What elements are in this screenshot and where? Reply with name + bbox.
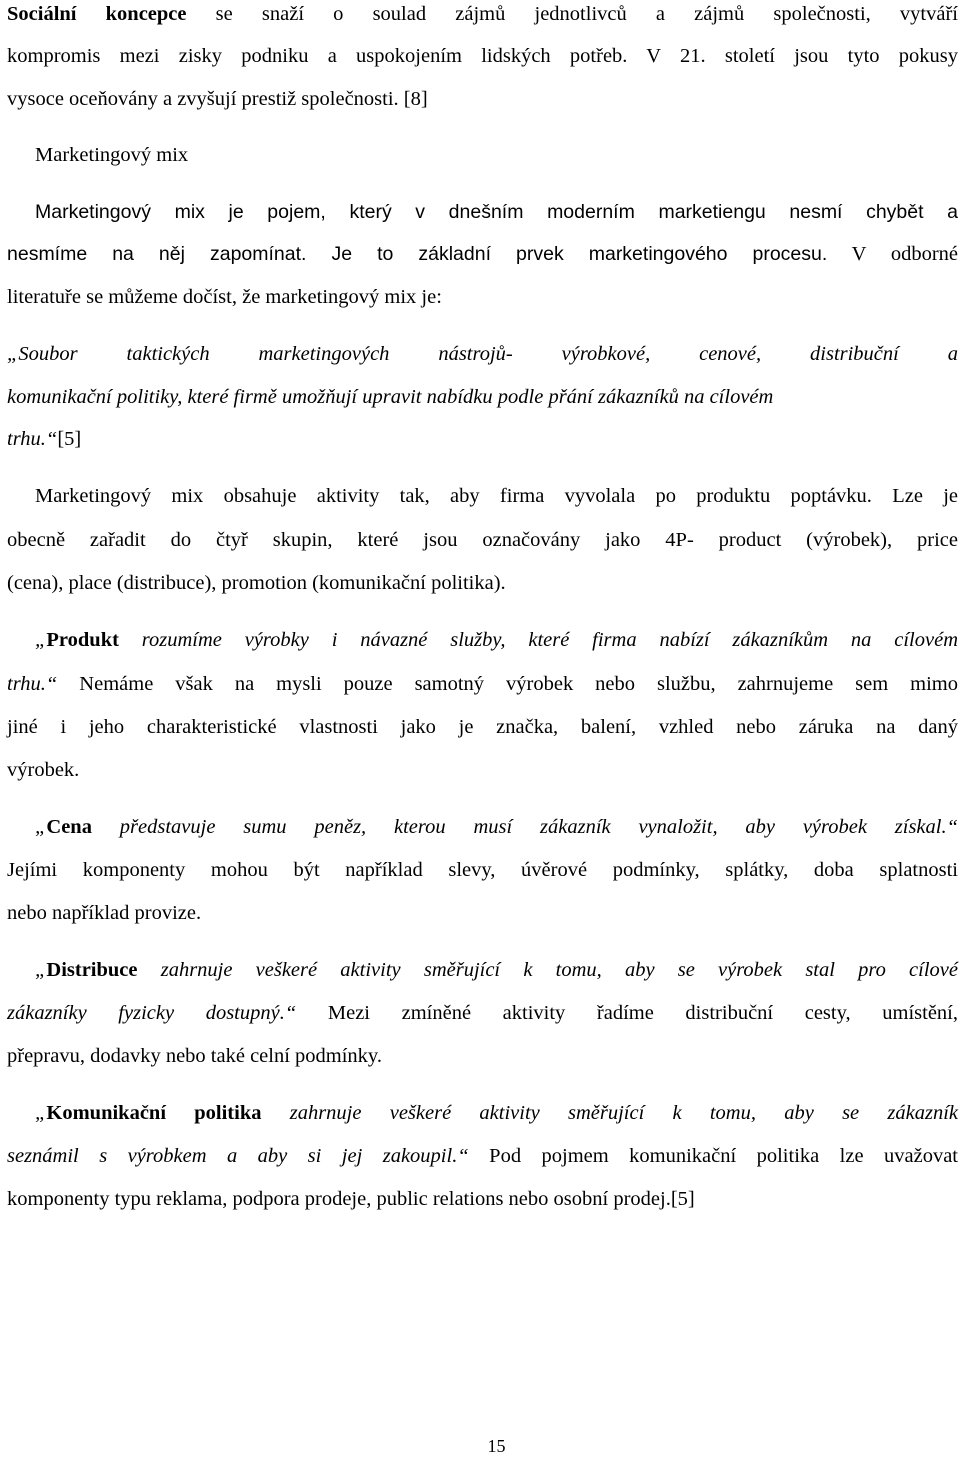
place-line-2-italic: zákazníky fyzicky dostupný.“ <box>7 1002 297 1024</box>
mix-line-2-tail: V odborné <box>827 243 958 265</box>
quote-line-2 <box>7 383 958 411</box>
product-line-2-italic: trhu.“ <box>7 673 58 695</box>
promotion-line-1 <box>7 1099 958 1127</box>
activities-line-3: (cena), place (distribuce), promotion (komunikační politika). <box>7 572 506 594</box>
mix-line-2 <box>7 240 958 268</box>
quote-line-1-text: „Soubor taktických marketingových nástrojů- výrobkové, cenové, distribuční a <box>7 343 958 365</box>
quote-line-1 <box>7 340 958 368</box>
place-line-3: přepravu, dodavky nebo také celní podmínky. <box>7 1045 382 1067</box>
section-heading: Marketingový mix <box>35 144 189 166</box>
quote-citation: [5] <box>57 428 82 450</box>
price-line-2: Jejími komponenty mohou být například slevy, úvěrové podmínky, splátky, doba splatnosti <box>7 859 958 881</box>
product-open-quote: „ <box>35 629 47 651</box>
social-line-3: vysoce oceňovány a zvyšují prestiž společnosti. [8] <box>7 88 428 110</box>
activities-line-1: Marketingový mix obsahuje aktivity tak, aby firma vyvolala po produktu poptávku. Lze je <box>35 485 958 507</box>
promotion-line-2-italic: seznámil s výrobkem a aby si jej zakoupil.“ <box>7 1145 469 1167</box>
price-line-1 <box>7 813 958 841</box>
price-line-3: nebo například provize. <box>7 902 202 924</box>
place-line-1 <box>7 956 958 984</box>
social-term: Sociální koncepce <box>7 3 187 25</box>
promotion-term: Komunikační politika <box>46 1102 262 1124</box>
social-line-2: kompromis mezi zisky podniku a uspokojením lidských potřeb. V 21. století jsou tyto pokusy <box>7 45 958 67</box>
product-line-1-text: rozumíme výrobky i návazné služby, které firma nabízí zákazníkům na cílovém <box>118 629 958 651</box>
product-line-4: výrobek. <box>7 759 80 781</box>
product-line-2-text: Nemáme však na mysli pouze samotný výrobek nebo službu, zahrnujeme sem mimo <box>57 673 958 695</box>
product-line-2 <box>7 670 958 698</box>
price-line-1-text: představuje sumu peněz, kterou musí zákazník vynaložit, aby výrobek získal.“ <box>91 816 958 838</box>
quote-line-2-text: komunikační politiky, které firmě umožňují upravit nabídku podle přání zákazníků na cílovém <box>7 386 774 408</box>
mix-line-2-sans: nesmíme na něj zapomínat. Je to základní prvek marketingového procesu. <box>7 243 828 265</box>
mix-line-1: Marketingový mix je pojem, který v dnešním moderním marketiengu nesmí chybět a <box>35 201 958 223</box>
mix-line-3: literatuře se můžeme dočíst, že marketingový mix je: <box>7 286 442 308</box>
promotion-open-quote: „ <box>35 1102 47 1124</box>
quote-line-3-text: trhu.“ <box>7 428 58 450</box>
promotion-line-3: komponenty typu reklama, podpora prodeje, public relations nebo osobní prodej.[5] <box>7 1188 695 1210</box>
product-line-1 <box>7 626 958 654</box>
page-number: 15 <box>487 1436 506 1456</box>
social-line-1 <box>7 0 958 28</box>
promotion-line-2 <box>7 1142 958 1170</box>
quote-line-3 <box>7 425 958 453</box>
place-line-1-text: zahrnuje veškeré aktivity směřující k tomu, aby se výrobek stal pro cílové <box>137 959 958 981</box>
promotion-line-1-text: zahrnuje veškeré aktivity směřující k tomu, aby se zákazník <box>261 1102 958 1124</box>
social-line-1-text: se snaží o soulad zájmů jednotlivců a zájmů společnosti, vytváří <box>186 3 958 25</box>
activities-line-2: obecně zařadit do čtyř skupin, které jsou označovány jako 4P- product (výrobek), price <box>7 529 958 551</box>
promotion-line-2-text: Pod pojmem komunikační politika lze uvažovat <box>468 1145 959 1167</box>
product-term: Produkt <box>46 629 119 651</box>
place-open-quote: „ <box>35 959 47 981</box>
place-line-2 <box>7 999 958 1027</box>
price-open-quote: „ <box>35 816 47 838</box>
place-line-2-text: Mezi zmíněné aktivity řadíme distribuční cesty, umístění, <box>296 1002 958 1024</box>
place-term: Distribuce <box>46 959 138 981</box>
price-term: Cena <box>46 816 92 838</box>
product-line-3: jiné i jeho charakteristické vlastnosti jako je značka, balení, vzhled nebo záruka na daný <box>7 716 958 738</box>
